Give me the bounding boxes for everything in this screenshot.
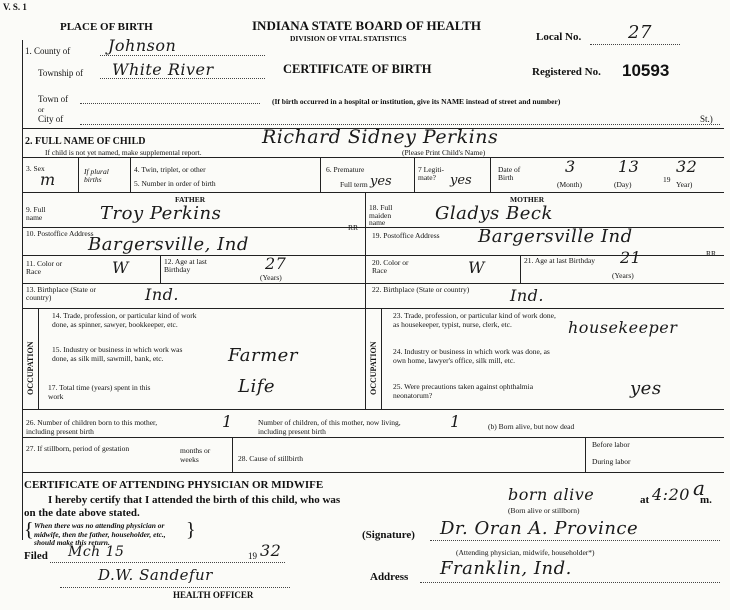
- day-caption: (Day): [614, 180, 632, 189]
- birth-status-value: born alive: [508, 485, 595, 504]
- child-name-value: Richard Sidney Perkins: [262, 126, 499, 148]
- brace-right-icon: }: [186, 519, 196, 541]
- township-line: [100, 78, 265, 79]
- filed-year-prefix: 19: [248, 551, 257, 561]
- children-living-label: Number of children, of this mother, now living, including present birth: [258, 418, 401, 436]
- mother-trade-value: housekeeper: [568, 318, 678, 337]
- plural-label: If plural births: [84, 167, 109, 184]
- father-industry-value: Farmer: [228, 345, 298, 366]
- county-value: Johnson: [108, 36, 177, 55]
- father-industry-label: 15. Industry or business in which work was done, as silk mill, sawmill, bank, etc.: [52, 345, 183, 363]
- street-label: St.): [700, 114, 713, 124]
- city-line: [80, 124, 720, 125]
- mother-age-label: 21. Age at last Birthday: [524, 256, 596, 265]
- local-no-line: [590, 44, 680, 45]
- filed-year: 32: [260, 541, 282, 560]
- father-address-value: Bargersville, Ind: [88, 234, 249, 255]
- certificate-title: CERTIFICATE OF BIRTH: [283, 62, 432, 76]
- left-margin-rule: [22, 40, 23, 540]
- father-trade-label: 14. Trade, profession, or particular kind of work done, as spinner, sawyer, bookkeeper, etc.: [52, 311, 197, 329]
- registered-no-label: Registered No.: [532, 66, 601, 78]
- legitimate-value: yes: [450, 173, 472, 188]
- father-age-label: 12. Age at last Birthday: [164, 257, 207, 274]
- premature-label: 6. Premature: [326, 165, 365, 174]
- father-name-label: 9. Full name: [26, 205, 46, 222]
- local-no-value: 27: [628, 22, 652, 43]
- twin-label: 4. Twin, triplet, or other: [134, 165, 206, 174]
- stillbirth-cause-label: 28. Cause of stillbirth: [238, 454, 303, 463]
- father-race-value: W: [112, 258, 129, 277]
- town-label: Town of: [38, 94, 69, 104]
- physician-signature: Dr. Oran A. Province: [440, 518, 639, 539]
- father-time-label: 17. Total time (years) spent in this work: [48, 383, 151, 401]
- town-line: [80, 103, 260, 104]
- county-label: 1. County of: [25, 46, 71, 56]
- certificate-statement: I hereby certify that I attended the birth of this child, who was: [48, 494, 341, 506]
- father-time-value: Life: [238, 376, 276, 397]
- child-print-note: (Please Print Child's Name): [402, 148, 486, 157]
- father-occupation-label: OCCUPATION: [26, 341, 35, 395]
- m-label: m.: [700, 494, 712, 506]
- signature-caption: (Attending physician, midwife, householder*): [456, 548, 595, 557]
- date-stated-text: on the date above stated.: [24, 507, 140, 519]
- stillborn-label: 27. If stillborn, period of gestation: [26, 444, 130, 453]
- mother-name-value: Gladys Beck: [435, 203, 553, 224]
- father-race-label: 11. Color or Race: [26, 259, 63, 276]
- mother-industry-label: 24. Industry or business in which work was done, as own home, lawyer's office, silk mill, etc.: [393, 347, 550, 365]
- month-caption: (Month): [557, 180, 582, 189]
- board-name: INDIANA STATE BOARD OF HEALTH: [252, 18, 481, 33]
- father-name-value: Troy Perkins: [100, 203, 222, 224]
- registered-no-value: 10593: [622, 61, 670, 80]
- child-name-label: 2. FULL NAME OF CHILD: [25, 136, 146, 147]
- mother-age-value: 21: [620, 248, 642, 267]
- mother-occupation-label: OCCUPATION: [369, 341, 378, 395]
- township-value: White River: [112, 60, 214, 79]
- division-name: DIVISION OF VITAL STATISTICS: [290, 34, 407, 43]
- children-living-value: 1: [450, 412, 461, 431]
- township-label: Township of: [38, 68, 84, 78]
- filed-label: Filed: [24, 550, 48, 562]
- father-age-value: 27: [265, 254, 287, 273]
- mother-rr: RR: [706, 249, 717, 258]
- rule-row3-bottom: [22, 192, 724, 193]
- birth-year: 32: [676, 157, 698, 176]
- children-born-label: 26. Number of children born to this mother, including present birth: [26, 418, 158, 436]
- no-physician-note: When there was no attending physician or midwife, then the father, householder, etc., should make this return.: [34, 521, 166, 548]
- health-officer-signature: D.W. Sandefur: [98, 566, 213, 584]
- place-of-birth-heading: PLACE OF BIRTH: [60, 21, 153, 33]
- date-of-birth-label: Date of Birth: [498, 165, 521, 182]
- mother-race-value: W: [468, 258, 485, 277]
- child-name-note: If child is not yet named, make supplemental report.: [45, 148, 202, 157]
- or-label: or: [38, 105, 45, 114]
- time-at-label: at: [640, 494, 650, 506]
- children-born-value: 1: [222, 412, 233, 431]
- stillborn-units: months or weeks: [180, 446, 211, 464]
- brace-left-icon: {: [24, 519, 34, 541]
- mother-race-label: 20. Color or Race: [372, 258, 409, 275]
- rule-parents-divider: [365, 192, 366, 409]
- mother-birthplace-value: Ind.: [510, 286, 544, 305]
- year-caption: Year): [676, 180, 693, 189]
- birth-time-value: 4:20: [652, 485, 690, 504]
- during-labor-label: During labor: [592, 457, 631, 466]
- father-heading: FATHER: [175, 195, 206, 204]
- birth-year-prefix: 19: [663, 175, 671, 184]
- hospital-note: (If birth occurred in a hospital or institution, give its NAME instead of street and number): [272, 97, 561, 106]
- order-label: 5. Number in order of birth: [134, 179, 216, 188]
- birth-status-caption: (Born alive or stillborn): [508, 506, 580, 515]
- address-label: Address: [370, 571, 409, 583]
- sex-label: 3. Sex: [26, 164, 45, 173]
- mother-address-label: 19. Postoffice Address: [372, 231, 440, 240]
- father-address-label: 10. Postoffice Address: [26, 229, 94, 238]
- mother-heading: MOTHER: [510, 195, 545, 204]
- birth-month: 3: [565, 157, 576, 176]
- filed-date: Mch 15: [68, 544, 125, 560]
- before-labor-label: Before labor: [592, 440, 630, 449]
- local-no-label: Local No.: [536, 31, 582, 43]
- birth-day: 13: [618, 157, 640, 176]
- full-term-label: Full term: [340, 180, 368, 189]
- full-term-value: yes: [370, 174, 392, 189]
- county-line: [100, 55, 265, 56]
- birth-ampm-value: a: [693, 476, 706, 500]
- father-age-caption: (Years): [260, 273, 282, 282]
- father-rr: RR: [348, 223, 359, 232]
- mother-birthplace-label: 22. Birthplace (State or country): [372, 285, 470, 294]
- signature-label: (Signature): [362, 529, 415, 541]
- born-alive-dead-label: (b) Born alive, but now dead: [488, 422, 575, 431]
- health-officer-label: HEALTH OFFICER: [173, 590, 254, 600]
- father-birthplace-label: 13. Birthplace (State or country): [26, 285, 96, 302]
- mother-name-label: 18. Full maiden name: [369, 203, 393, 227]
- mother-trade-label: 23. Trade, profession, or particular kind of work done, as housekeeper, typist, nurse, clerk, etc.: [393, 311, 556, 329]
- legitimate-label: 7 Legiti- mate?: [418, 165, 445, 182]
- sex-value: m: [40, 170, 56, 189]
- physician-address: Franklin, Ind.: [440, 558, 572, 579]
- city-label: City of: [38, 114, 64, 124]
- mother-age-caption: (Years): [612, 271, 634, 280]
- mother-address-value: Bargersville Ind: [478, 226, 633, 247]
- mother-precautions-value: yes: [630, 378, 662, 399]
- form-code: V. S. 1: [3, 2, 27, 12]
- certificate-heading: CERTIFICATE OF ATTENDING PHYSICIAN OR MIDWIFE: [24, 479, 324, 491]
- mother-precautions-label: 25. Were precautions taken against ophthalmia neonatorum?: [393, 382, 534, 400]
- father-birthplace-value: Ind.: [145, 285, 179, 304]
